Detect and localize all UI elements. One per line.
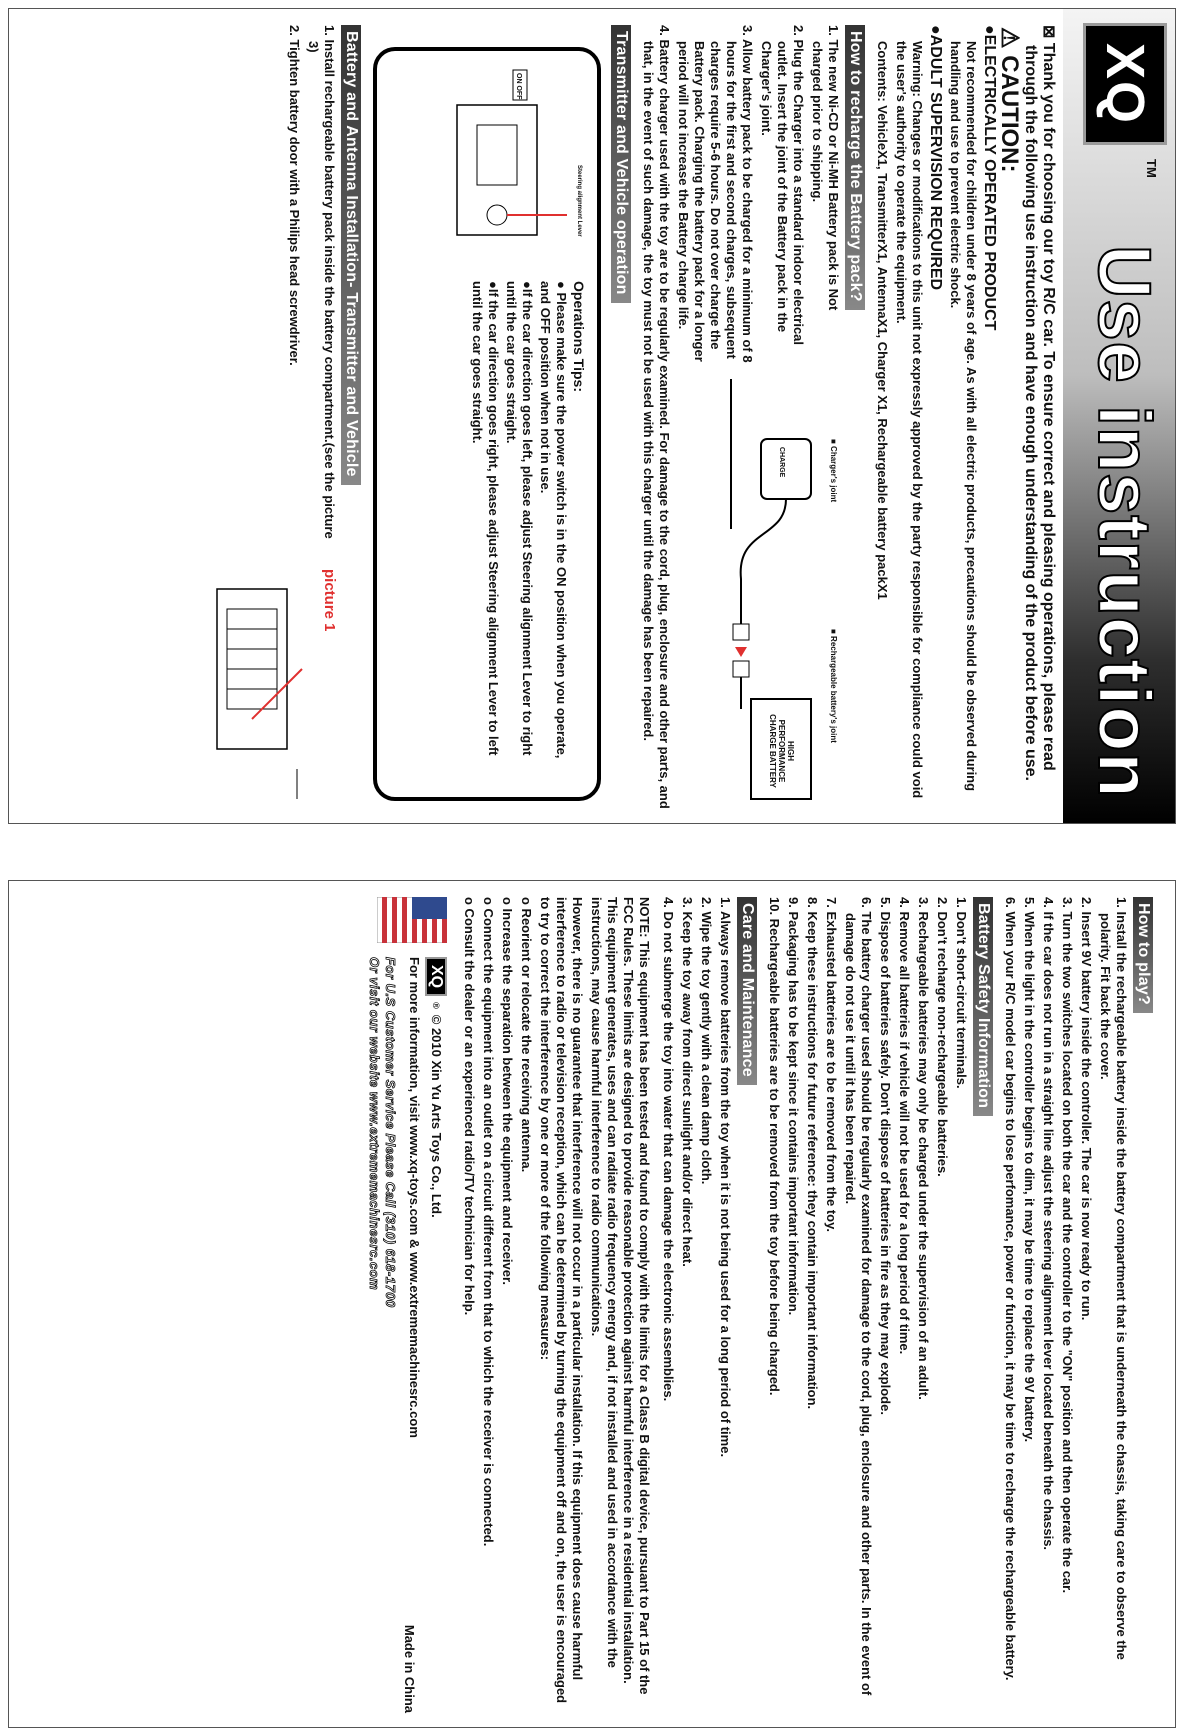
front-content [197, 25, 1057, 809]
operations-tips-box [373, 47, 601, 801]
picture-1 [197, 569, 337, 809]
play-section-title: How to play? [1133, 897, 1153, 1013]
list-item: 4. Do not submerge the toy into water that can damage the electronic assemblies. [661, 897, 676, 1402]
list-item: 1. The new Ni-CD or Ni-MH Battery pack is Not charged prior to shipping. [810, 25, 841, 311]
list-item: 3. Keep the toy away from direct sunlight and/or direct heat. [680, 897, 695, 1267]
charger-text: CHARGE [778, 447, 785, 478]
transmitter-drawing [387, 65, 577, 265]
footer-logo-row [425, 957, 447, 1589]
tip-item: ● Please make sure the power switch is in the ON position when you operate, and OFF position when not in use. [538, 281, 569, 759]
battery-compartment-drawing [197, 569, 317, 809]
recharge-row [672, 25, 841, 809]
list-item: 1. Install rechargeable battery pack inside the battery compartment.(see the picture 3) [306, 25, 337, 539]
list-item: 8. Keep these instructions for future reference: they contain important information. [805, 897, 820, 1410]
recharge-list [672, 25, 841, 363]
list-item: 3. Turn the two switches located on both the car and the controller to the "ON" position and then operate the car. [1060, 897, 1075, 1594]
rotated-page-front [9, 9, 1175, 823]
checkbox-icon: ⊠ [1040, 25, 1057, 43]
title-band [1063, 9, 1175, 823]
caution-heading: ⚠ CAUTION: [996, 27, 1023, 173]
battery-install-row [197, 25, 337, 809]
list-item: 4. Battery charger used with the toy are to be regularly examined. For damage to the cord, plug, enclosure and other parts, and that, in the event of such damage, the toy must not be used with this charger until the damage has been repaired. [641, 25, 672, 809]
list-item: 2. Don't recharge non-rechargeable batteries. [935, 897, 950, 1177]
list-item: 3. Rechargeable batteries may only be charged under the supervision of an adult. [916, 897, 931, 1400]
electric-title: ●ELECTRICALLY OPERATED PRODUCT [981, 25, 998, 331]
copyright: © 2010 Xin Yu Arts Toys Co., Ltd. [429, 1014, 444, 1218]
contents-text: Contents: VehicleX1, TransmitterX1, AntennaX1, Charger X1, Rechargeable battery packX1 [875, 41, 890, 600]
off-label: OFF [515, 85, 522, 100]
charger-illustration [691, 379, 841, 809]
list-item: 1. Don't short-circuit terminals. [954, 897, 969, 1089]
on-off-switch [510, 73, 526, 99]
electric-text: Not recommended for children under 8 years of age. As with all electric products, precautions should be observed during handling and use to prevent electric shock. [948, 41, 979, 792]
charger-drawing [681, 379, 831, 809]
list-item: 9. Packaging has to be kept since it contains important information. [786, 897, 801, 1316]
list-item: 3. Allow battery pack to be charged for a minimum of 8 hours for the first and second charges, subsequent charges require 5-6 hours. Do not over charge the Battery pack. Charging the battery pack for a longer period will not increase the Battery charge life. [676, 25, 755, 363]
instruction-sheet-front [8, 8, 1176, 824]
tip-item: ●If the car direction goes right, please adjust Steering alignment Lever to left until the car goes straight. [470, 281, 501, 756]
us-flag-icon [373, 897, 447, 943]
list-item: 6. When your R/C model car begins to lose perfomance, power or function, it may be time to recharge the rechargeable battery. [1003, 897, 1018, 1681]
battery-text: HIGH PERFORMANCE CHARGE BATTERY [768, 714, 795, 788]
made-in: Made in China [402, 1624, 417, 1713]
transmitter-section-title: Transmitter and Vehicle operation [611, 25, 631, 303]
rotated-page-back [9, 881, 1175, 1727]
intro-text: ⊠ Thank you for choosing our toy R/C car. To ensure correct and pleasing operations, please read through the following use instruction and have enough understanding of the product before use. [1022, 25, 1057, 781]
lever-label: Steering alignment Lever [576, 165, 582, 237]
battery-install-section-title: Battery and Antenna Installation- Transmitter and Vehicle [341, 25, 361, 485]
tips-title: Operations Tips: [571, 281, 587, 392]
care-section-title: Care and Maintenance [737, 897, 757, 1085]
warning-text: Warning: Changes or modifications to this unit not expressly approved by the party responsible for compliance could void the user's authority to operate the equipment. [894, 41, 925, 799]
back-content [366, 897, 1159, 1713]
website-line: Or visit our website www.extrememachinesrc.com [367, 957, 382, 1291]
footer-text [366, 957, 447, 1589]
page-title: Use instruction [1083, 245, 1166, 799]
list-item: 7. Exhausted batteries are to be removed from the toy. [824, 897, 839, 1232]
list-item: 6. The battery charger used should be regularly examined for damage to the cord, plug, enclosure and other parts. In the event of damage do not use it until it has been repaired. [843, 897, 874, 1696]
tips-list [387, 265, 587, 783]
on-label: ON [515, 73, 522, 84]
fcc-note: NOTE: This equipment has been tested and found to comply with the limits for a Class B digital device, pursuant to Part 15 of the FCC Rules. These limits are designed to provide reasonable protection against harmful interference in a residential installation. This equipment generates, uses and can radiate radio frequency energy and, if not installed and used in accordance with the instructions, may cause harmful interference to radio communications. [589, 897, 652, 1695]
xq-logo: XQ [1083, 23, 1167, 145]
list-item: 10. Rechargeable batteries are to be removed from the toy before being charged. [767, 897, 782, 1396]
registered-mark: ® [431, 1002, 441, 1009]
list-item: 5. When the light in the controller begins to dim, it may be time to replace the 9V battery. [1022, 897, 1037, 1443]
list-item: 4. Remove all batteries if vehicle will not be used for a long period of time. [897, 897, 912, 1355]
footer [366, 897, 447, 1713]
tip-item: ●If the car direction goes left, please adjust Steering alignment Lever to right until the car goes straight. [504, 281, 535, 756]
measure-item: o Reorient or relocate the receiving antenna. [519, 897, 534, 1173]
more-info: For more information, visit www.xq-toys.com & www.extrememachinesrc.com [407, 957, 422, 1438]
measure-item: o Connect the equipment into an outlet on a circuit different from that to which the receiver is connected. [481, 897, 496, 1547]
measure-item: o Increase the separation between the equipment and receiver. [500, 897, 515, 1285]
transmitter-illustration [387, 65, 587, 265]
list-item: 1. Always remove batteries from the toy when it is not being used for a long period of time. [718, 897, 733, 1458]
list-item: 2. Insert 9V battery inside the controller. The car is now ready to run. [1079, 897, 1094, 1321]
recharge-section-title: How to recharge the Battery pack? [845, 25, 865, 310]
picture-1-label: picture 1 [321, 569, 338, 632]
battery-install-list [197, 25, 337, 553]
charger-joint-label: ■ Charger's joint [829, 439, 838, 503]
safety-section-title: Battery Safety Information [973, 897, 993, 1116]
list-item: 2. Tighten battery door with a Philips head screwdriver. [287, 25, 302, 366]
trademark: TM [1144, 159, 1159, 178]
list-item: 4. If the car does not run in a straight line adjust the steering alignment lever located beneath the chassis. [1041, 897, 1056, 1551]
measure-item: o Consult the dealer or an experienced radio/TV technician for help. [462, 897, 477, 1316]
list-item: 1. Install the rechargeable battery inside the battery compartment that is underneath the chassis, taking care to observe the polarity. Fit back the cover. [1098, 897, 1129, 1660]
list-item: 2. Wipe the toy gently with a clean damp cloth. [699, 897, 714, 1185]
warning-triangle-icon: ⚠ [996, 27, 1023, 49]
adult-title: ●ADULT SUPERVISION REQUIRED [927, 25, 944, 291]
list-item: 5. Dispose of batteries safely. Don't dispose of batteries in fire as they may explode. [878, 897, 893, 1415]
fcc-note-2: However, there is no guarantee that interference will not occur in a particular installation. If this equipment does cause harmful interference to radio or television reception, which can be determined by turning the equipment off and on, the user is encouraged to try to correct the interference by one or more of the following measures: [538, 897, 585, 1704]
battery-joint-label: ■ Rechargeable battery's joint [829, 629, 838, 743]
list-item: 2. Plug the Charger into a standard indoor electrical outlet. Insert the joint of the Battery pack in the Charger's joint. [759, 25, 806, 346]
customer-service-hotline: For U.S Customer Service Please Call (310) 618-1700 [383, 957, 398, 1308]
note-label: NOTE: [637, 897, 652, 938]
instruction-sheet-back [8, 880, 1176, 1728]
footer-xq-logo: XQ [425, 957, 447, 996]
